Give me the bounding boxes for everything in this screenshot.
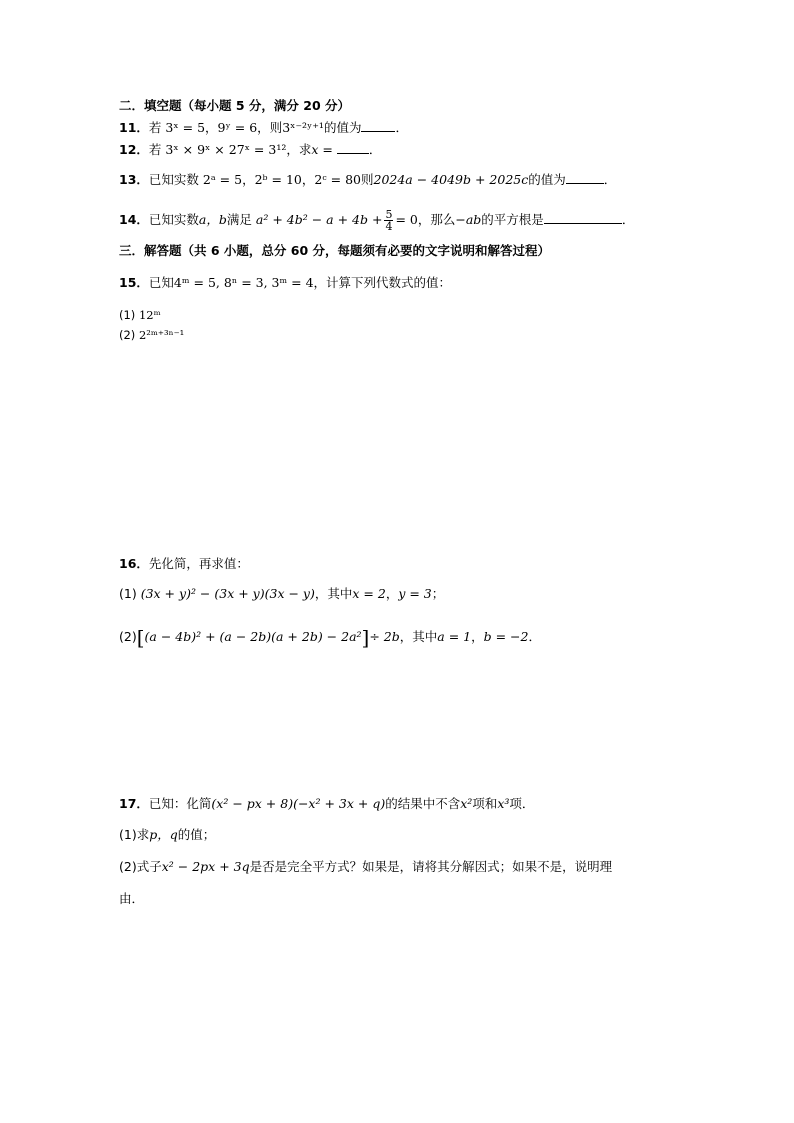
question-16	[119, 555, 249, 573]
question-number: 13．	[119, 172, 149, 187]
fraction	[384, 209, 393, 232]
question-17	[119, 795, 534, 813]
q11-eq2: 9ʸ = 6	[217, 120, 258, 135]
answer-blank	[337, 141, 369, 154]
q12-eqsign: =	[318, 142, 337, 157]
q11-sep: ，	[205, 120, 218, 135]
q13-e2: 2ᵇ = 10	[254, 172, 302, 187]
q14-vars: a，b	[198, 212, 227, 227]
q15-stem-post: ，计算下列代数式的值：	[313, 275, 452, 290]
q15-p1-expr: 12ᵐ	[138, 308, 161, 322]
q15-stem-pre: 已知	[148, 275, 174, 290]
q17-t2: x³	[497, 796, 510, 811]
q13-sep1: ，	[242, 172, 255, 187]
q11-mid: ，则	[257, 120, 283, 135]
q15-part-2	[119, 326, 184, 344]
q14-end: ．	[621, 212, 635, 227]
q16-p1-sep: ，	[385, 586, 399, 601]
q17-t1: x²	[460, 796, 473, 811]
part-label: (1)	[119, 308, 136, 322]
q16-p1-expr: (3x + y)² − (3x + y)(3x − y)	[140, 586, 315, 601]
q16-p1-mid: ，其中	[314, 586, 353, 601]
q12-end: ．	[368, 142, 382, 157]
q17-part-2-continued	[119, 890, 144, 908]
q17-part-1	[119, 826, 215, 844]
question-13	[119, 171, 616, 189]
q14-post: 的平方根是	[481, 212, 544, 227]
question-number: 11．	[119, 120, 149, 135]
q15-part-1	[119, 306, 161, 324]
part-label: (2)	[119, 629, 137, 644]
q14-target: −ab	[455, 212, 482, 227]
right-bracket: ]	[361, 625, 370, 650]
q13-end: ．	[603, 172, 617, 187]
part-label: (2)	[119, 859, 137, 874]
q16-p1-end: ；	[431, 586, 445, 601]
q16-p2-div: ÷ 2b	[369, 629, 400, 644]
q16-p2-sep: ，	[471, 629, 484, 644]
q13-expr: 2024a − 4049b + 2025c	[373, 172, 529, 187]
answer-blank	[544, 211, 622, 224]
q12-mid: ，求	[286, 142, 312, 157]
q14-pre: 已知实数	[148, 212, 199, 227]
q13-e3: 2ᶜ = 80	[314, 172, 361, 187]
q14-mid1: 满足	[226, 212, 252, 227]
q12-eq: 3ˣ × 9ˣ × 27ˣ = 3¹²	[165, 142, 287, 157]
q17-p2-pre: 式子	[136, 859, 162, 874]
part-label: (1)	[119, 827, 137, 842]
section-2-heading: 二．填空题（每小题 5 分，满分 20 分）	[119, 98, 351, 113]
left-bracket: [	[136, 625, 145, 650]
q17-stem-expr: (x² − px + 8)(−x² + 3x + q)	[211, 796, 386, 811]
q17-stem-mid: 的结果中不含	[385, 796, 461, 811]
q16-p2-end: ．	[528, 629, 541, 644]
q16-p2-c1: a = 1	[437, 629, 472, 644]
q17-p2-cont: 由．	[119, 891, 145, 906]
fraction-denominator: 4	[385, 220, 393, 233]
q15-p2-expr: 2²ᵐ⁺³ⁿ⁻¹	[138, 328, 185, 342]
question-number: 15．	[119, 275, 149, 290]
q16-p1-c1: x = 2	[352, 586, 386, 601]
section-3-heading: 三．解答题（共 6 小题，总分 60 分，每题须有必要的文字说明和解答过程）	[119, 243, 551, 258]
part-label: (1)	[119, 586, 137, 601]
answer-blank	[566, 171, 604, 184]
q11-pre: 若	[148, 120, 162, 135]
question-14	[119, 205, 634, 235]
q13-mid: 则	[360, 172, 374, 187]
q17-p1-pre: 求	[136, 827, 150, 842]
q14-expr2: = 0	[395, 212, 418, 227]
question-11	[119, 119, 408, 137]
q15-stem-math: 4ᵐ = 5, 8ⁿ = 3, 3ᵐ = 4	[173, 275, 314, 290]
q17-stem-mid2: 项和	[472, 796, 498, 811]
question-15	[119, 274, 451, 292]
q13-post: 的值为	[528, 172, 566, 187]
question-number: 14．	[119, 212, 149, 227]
q17-p2-post: 是否是完全平方式？如果是，请将其分解因式；如果不是，说明理	[249, 859, 613, 874]
question-number: 17．	[119, 796, 149, 811]
q17-part-2	[119, 858, 612, 876]
q16-part-2	[119, 624, 541, 651]
q16-part-1	[119, 585, 444, 603]
q11-end: ．	[395, 120, 408, 135]
q11-eq1: 3ˣ = 5	[165, 120, 206, 135]
q17-p1-post: 的值；	[177, 827, 216, 842]
q12-var: x	[311, 142, 319, 157]
question-12	[119, 141, 381, 159]
fraction-numerator: 5	[385, 208, 393, 221]
q16-stem: 先化简，再求值：	[148, 556, 249, 571]
q17-stem-end: 项．	[509, 796, 535, 811]
q13-e1: 2ᵃ = 5	[202, 172, 243, 187]
answer-blank	[361, 119, 395, 132]
q17-stem-pre: 已知：化简	[148, 796, 212, 811]
question-number: 12．	[119, 142, 149, 157]
q13-pre: 已知实数	[148, 172, 199, 187]
q17-p2-expr: x² − 2px + 3q	[161, 859, 250, 874]
q14-expr: a² + 4b² − a + 4b +	[255, 212, 383, 227]
question-number: 16．	[119, 556, 149, 571]
q11-expr: 3ˣ⁻²ʸ⁺¹	[282, 120, 324, 135]
part-label: (2)	[119, 328, 136, 342]
q14-mid2: ，那么	[417, 212, 456, 227]
q12-pre: 若	[148, 142, 162, 157]
q11-post: 的值为	[323, 120, 362, 135]
q16-p2-mid: ，其中	[399, 629, 438, 644]
q16-p2-c2: b = −2	[483, 629, 529, 644]
q17-p1-vars: p，q	[149, 827, 178, 842]
q16-p1-c2: y = 3	[398, 586, 432, 601]
q16-p2-expr: (a − 4b)² + (a − 2b)(a + 2b) − 2a²	[144, 629, 362, 644]
q13-sep2: ，	[301, 172, 315, 187]
